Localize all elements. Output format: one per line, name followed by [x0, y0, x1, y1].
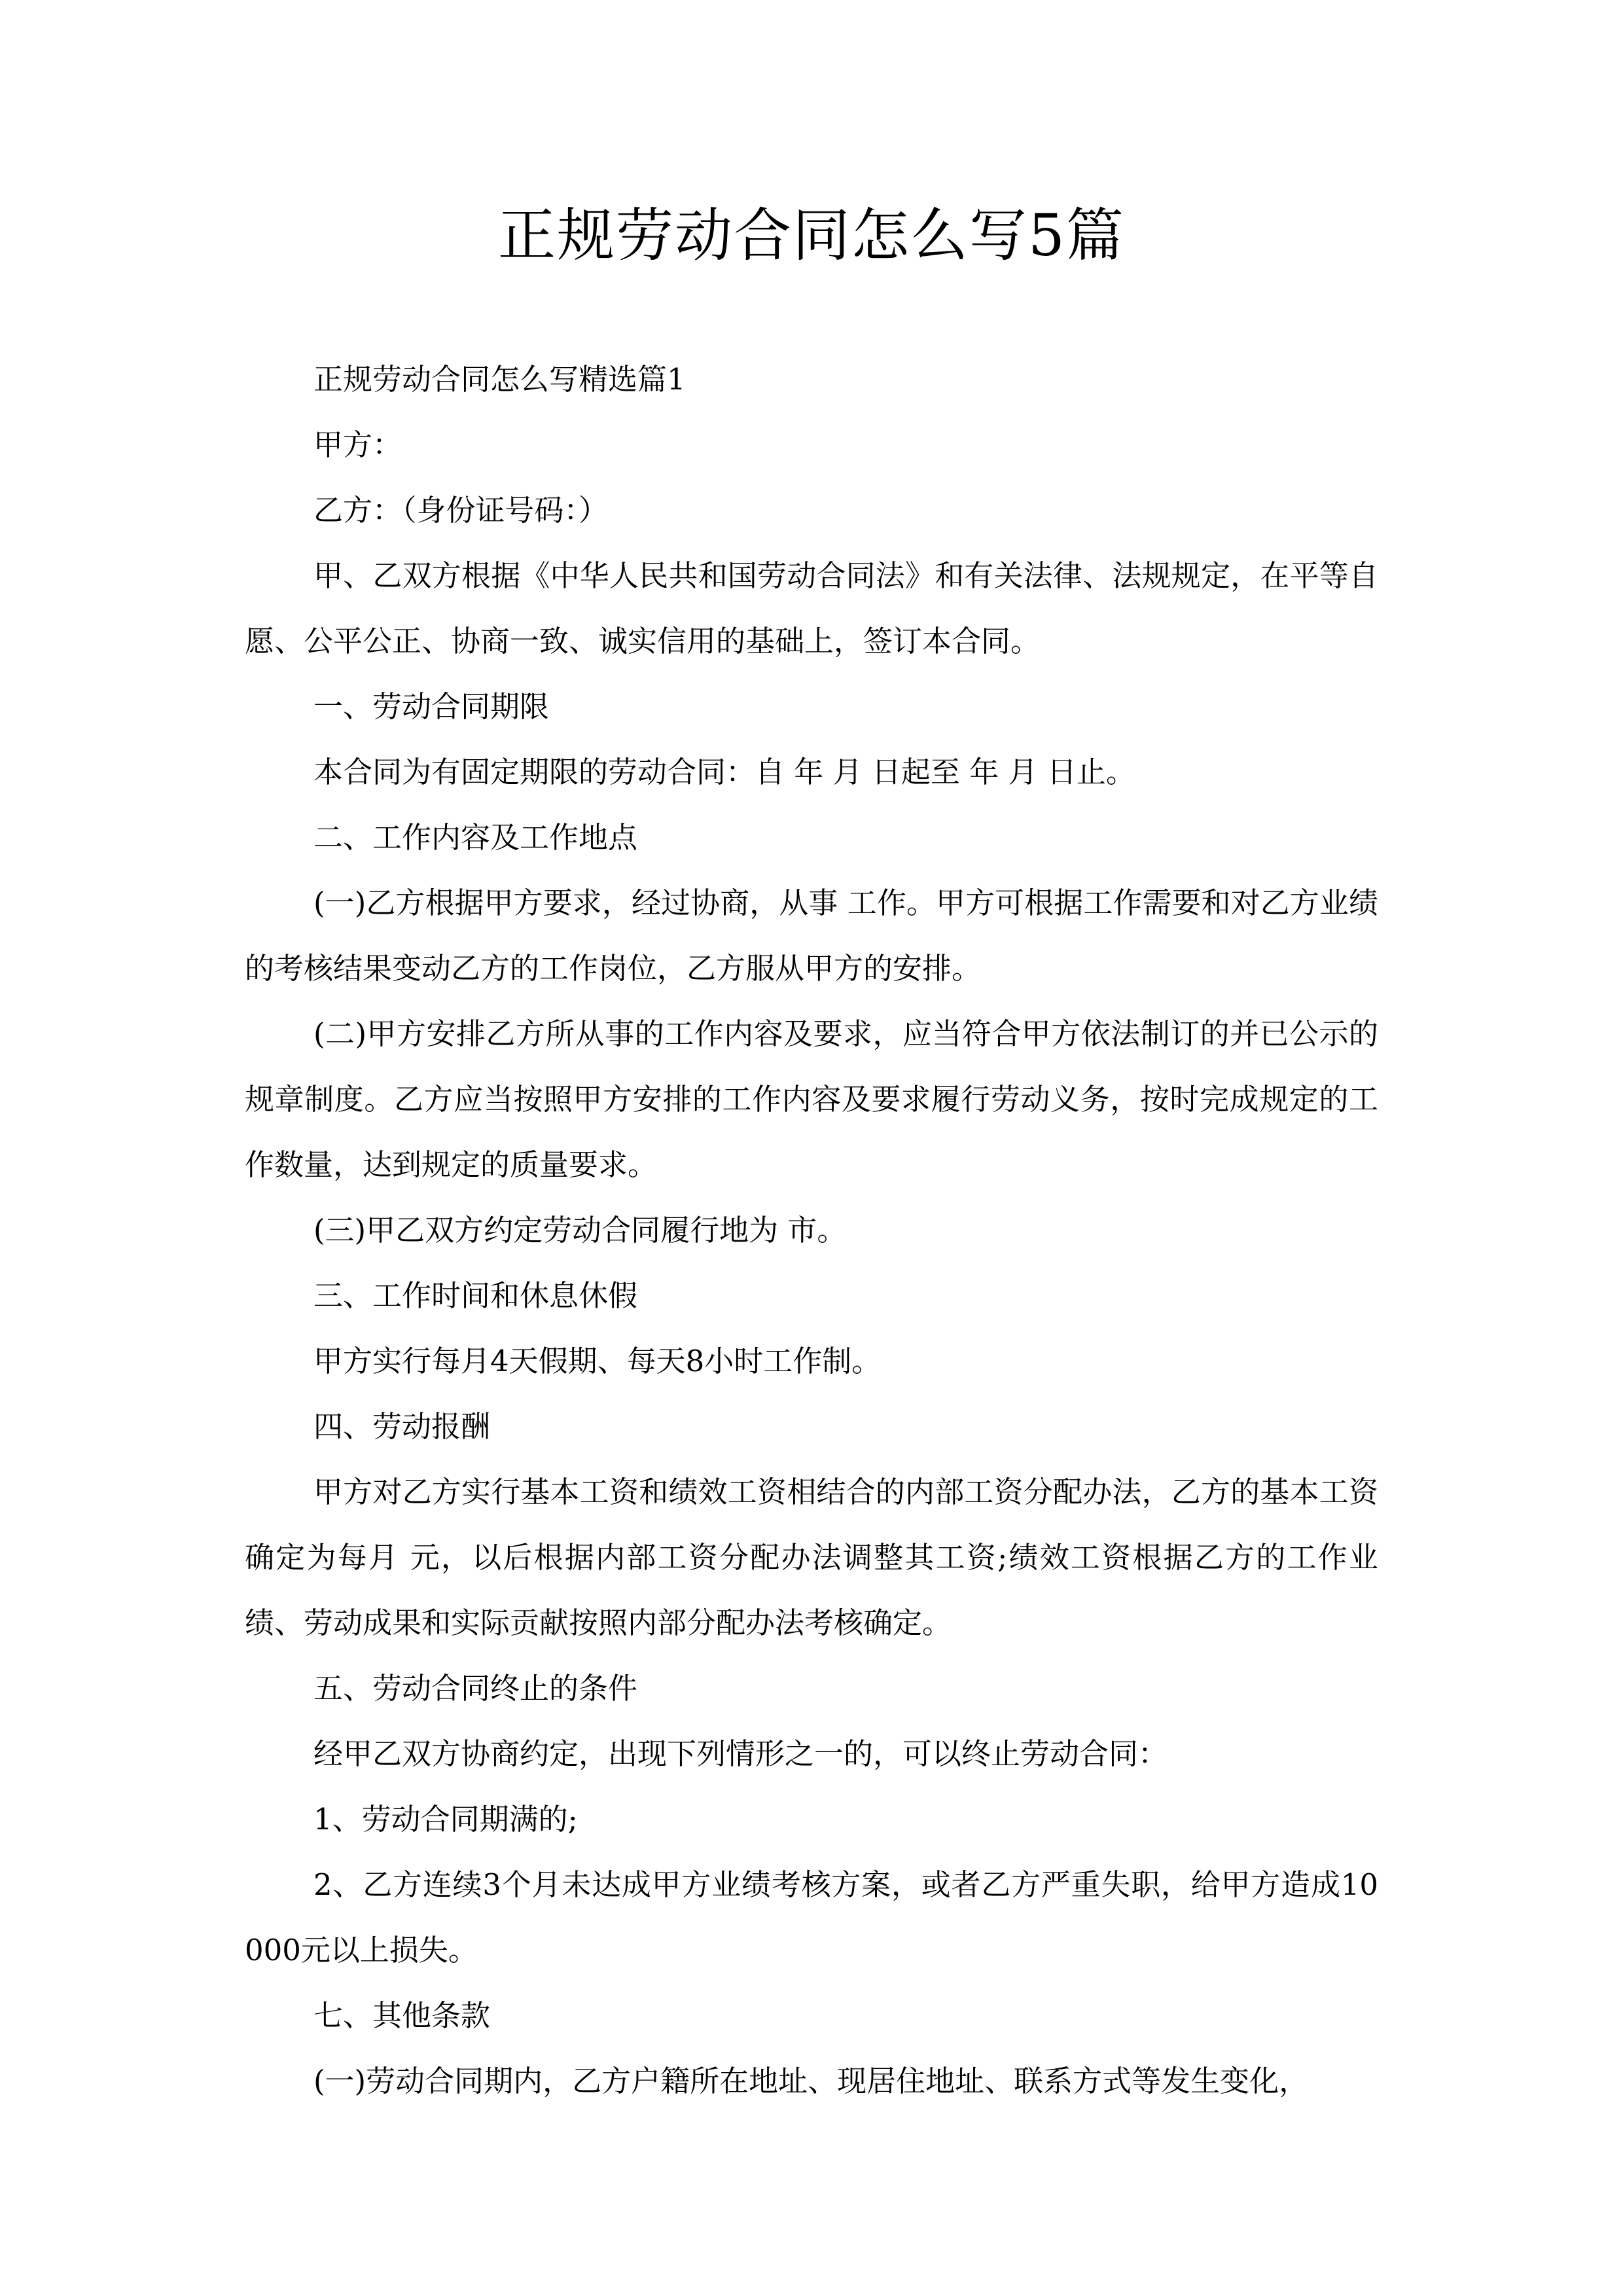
clause-paragraph: 经甲乙双方协商约定，出现下列情形之一的，可以终止劳动合同：	[313, 1736, 1168, 1771]
clause-paragraph: (一)劳动合同期内，乙方户籍所在地址、现居住地址、联系方式等发生变化，	[313, 2064, 1309, 2098]
clause-paragraph: (二)甲方安排乙方所从事的工作内容及要求，应当符合甲方依法制订的并已公示的规章制度。乙方应当按照甲方安排的工作内容及要求履行劳动义务，按时完成规定的工作数量，达到规定的质量要求。	[245, 1016, 1378, 1182]
clause-paragraph: (三)甲乙双方约定劳动合同履行地为 市。	[313, 1213, 847, 1247]
document-body	[245, 347, 1378, 2114]
clause-paragraph: 甲方对乙方实行基本工资和绩效工资相结合的内部工资分配办法，乙方的基本工资确定为每月 元，以后根据内部工资分配办法调整其工资;绩效工资根据乙方的工作业绩、劳动成果和实际贡献按照内部分配办法考核确定。	[245, 1475, 1378, 1640]
document-title: 正规劳动合同怎么写5篇	[498, 202, 1125, 269]
party-a-line: 甲方：	[313, 427, 402, 462]
clause-heading: 一、劳动合同期限	[313, 689, 550, 724]
clause-paragraph: (一)乙方根据甲方要求，经过协商，从事 工作。甲方可根据工作需要和对乙方业绩的考核结果变动乙方的工作岗位，乙方服从甲方的安排。	[245, 886, 1378, 986]
clause-heading: 七、其他条款	[313, 1998, 491, 2033]
clause-heading: 三、工作时间和休息休假	[313, 1278, 638, 1313]
clause-heading: 二、工作内容及工作地点	[313, 820, 638, 855]
clause-heading: 五、劳动合同终止的条件	[313, 1671, 638, 1706]
preamble-paragraph: 甲、乙双方根据《中华人民共和国劳动合同法》和有关法律、法规规定，在平等自愿、公平公正、协商一致、诚实信用的基础上，签订本合同。	[245, 558, 1378, 658]
section-heading: 正规劳动合同怎么写精选篇1	[313, 362, 686, 397]
list-item: 1、劳动合同期满的;	[313, 1802, 578, 1837]
party-b-line: 乙方：（身份证号码：）	[313, 493, 609, 528]
clause-paragraph: 甲方实行每月4天假期、每天8小时工作制。	[313, 1344, 882, 1378]
list-item: 2、乙方连续3个月未达成甲方业绩考核方案，或者乙方严重失职，给甲方造成10000元以上损失。	[245, 1867, 1378, 1967]
clause-heading: 四、劳动报酬	[313, 1409, 491, 1444]
clause-paragraph: 本合同为有固定期限的劳动合同：自 年 月 日起至 年 月 日止。	[313, 755, 1135, 789]
